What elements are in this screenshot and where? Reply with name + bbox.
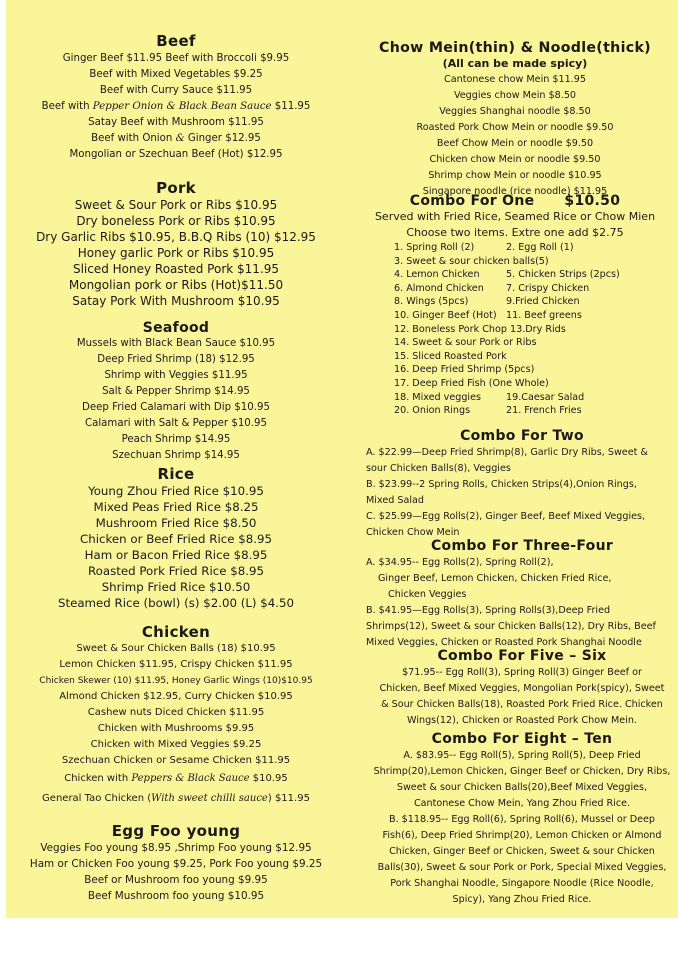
menu-item: Mongolian or Szechuan Beef (Hot) $12.95 [69,149,283,160]
combo-line: Chicken Veggies [388,589,467,600]
list-item: 4. Lemon Chicken 5. Chicken Strips (2pcs) [394,269,620,281]
egg-foo-young-heading: Egg Foo young [111,822,241,840]
combo-line: sour Chicken Balls(8), Veggies [366,463,511,474]
menu-item: Satay Pork With Mushroom $10.95 [72,294,280,308]
menu-item: Ham or Bacon Fried Rice $8.95 [84,548,268,562]
menu-item: Sliced Honey Roasted Pork $11.95 [72,262,280,276]
list-item: 17. Deep Fried Fish (One Whole) [394,377,549,389]
menu-item: Beef with Onion & Ginger $12.95 [91,133,261,144]
menu-item: Chicken with Peppers & Black Sauce $10.95 [64,773,288,784]
combo-line: Fish(6), Deep Fried Shrimp(20), Lemon Chicken or Almond [382,830,662,841]
menu-item: Veggies Foo young $8.95 ,Shrimp Foo young $12.95 [40,842,312,854]
menu-item: Roasted Pork Chow Mein or noodle $9.50 [416,122,614,133]
list-item: 15. Sliced Roasted Pork [394,350,507,362]
menu-item: Lemon Chicken $11.95, Crispy Chicken $11.95 [59,659,293,670]
list-item: 6. Almond Chicken 7. Crispy Chicken [394,282,590,294]
menu-item: Satay Beef with Mushroom $11.95 [88,117,264,128]
combo-two-section [366,428,678,541]
menu-item: Shrimp chow Mein or noodle $10.95 [428,170,602,181]
menu-item: Deep Fried Calamari with Dip $10.95 [82,402,270,413]
rice-section [6,465,346,611]
menu-item: Almond Chicken $12.95, Curry Chicken $10.95 [59,691,293,702]
menu-item: Veggies Shanghai noodle $8.50 [439,106,591,117]
egg-foo-young-section [6,822,346,904]
combo-line: Chicken Chow Mein [366,527,460,538]
combo-line: A. $22.99—Deep Fried Shrimp(8), Garlic Dry Ribs, Sweet & [366,447,648,458]
menu-item: Young Zhou Fried Rice $10.95 [88,484,264,498]
menu-item: Shrimp Fried Rice $10.50 [101,580,251,594]
combo-line: Wings(12), Chicken or Roasted Pork Chow Mein. [407,715,637,726]
menu-item: Beef Chow Mein or noodle $9.50 [436,138,594,149]
combo-line: & Sour Chicken Balls(18), Roasted Pork Fried Rice. Chicken [381,699,663,710]
combo-line: Chicken, Beef Mixed Veggies, Mongolian Pork(spicy), Sweet [379,683,665,694]
chow-mein-heading: Chow Mein(thin) & Noodle(thick) [379,40,651,56]
menu-item: Salt & Pepper Shrimp $14.95 [102,386,250,397]
list-item: 12. Boneless Pork Chop 13.Dry Rids [394,323,566,335]
combo-line: Spicy), Yang Zhou Fried Rice. [452,894,592,905]
menu-item: Chicken or Beef Fried Rice $8.95 [80,532,272,546]
list-item: 1. Spring Roll (2) 2. Egg Roll (1) [394,242,574,253]
menu-item: Mixed Peas Fried Rice $8.25 [93,500,259,514]
combo-line: Mixed Salad [366,495,424,506]
list-item: 3. Sweet & sour chicken balls(5) [394,255,549,267]
combo-line: Shrimps(12), Sweet & sour Chicken Balls(12), Dry Ribs, Beef [366,621,656,632]
menu-item: Chicken with Mixed Veggies $9.25 [90,739,262,750]
menu-item: Calamari with Salt & Pepper $10.95 [85,418,267,429]
menu-item: Mushroom Fried Rice $8.50 [95,516,257,530]
list-item: 16. Deep Fried Shrimp (5pcs) [394,364,535,376]
menu-item: Beef with Curry Sauce $11.95 [99,85,253,96]
menu-item: Cantonese chow Mein $11.95 [444,74,586,85]
combo-one-note: Served with Fried Rice, Seamed Rice or Chow Mien [374,210,656,223]
menu-item: Ham or Chicken Foo young $9.25, Pork Foo young $9.25 [29,858,323,870]
menu-item: Steamed Rice (bowl) (s) $2.00 (L) $4.50 [57,596,295,610]
menu-item: Chicken chow Mein or noodle $9.50 [429,154,601,165]
menu-item: Dry boneless Pork or Ribs $10.95 [76,214,276,228]
chicken-heading: Chicken [141,623,211,641]
menu-item: Sweet & Sour Chicken Balls (18) $10.95 [76,643,276,654]
pork-section [6,179,346,309]
combo-line: Sweet & sour Chicken Balls(20),Beef Mixed Veggies, [396,782,648,793]
combo-two-heading: Combo For Two [460,428,584,444]
combo-line: Pork Shanghai Noodle, Singapore Noodle (Rice Noodle, [390,878,654,889]
combo-one-note: Choose two items. Extre one add $2.75 [406,226,624,239]
menu-item: Dry Garlic Ribs $10.95, B.B.Q Ribs (10) $12.95 [36,230,316,244]
list-item: 14. Sweet & sour Pork or Ribs [394,337,537,349]
menu-item: General Tao Chicken (With sweet chilli sauce) $11.95 [42,793,310,804]
combo-line: Balls(30), Sweet & sour Pork or Pork, Special Mixed Veggies, [377,862,667,873]
menu-item: Chicken with Mushrooms $9.95 [97,723,255,734]
menu-item: Honey garlic Pork or Ribs $10.95 [77,246,275,260]
combo-line: Cantonese Chow Mein, Yang Zhou Fried Rice. [413,798,631,809]
combo-one-price: $10.50 [564,193,621,209]
pork-heading: Pork [156,179,196,197]
list-item: 20. Onion Rings 21. French Fries [394,405,582,417]
menu-page [6,0,678,918]
combo-line: A. $34.95-- Egg Rolls(2), Spring Roll(2), [366,557,554,568]
combo-one-heading: Combo For One $10.50 [409,193,621,209]
menu-item: Roasted Pork Fried Rice $8.95 [87,564,264,578]
combo-eight-ten-heading: Combo For Eight – Ten [431,731,613,747]
chicken-section [6,623,346,810]
menu-item: Chicken Skewer (10) $11.95, Honey Garlic Wings (10)$10.95 [39,676,313,686]
beef-heading: Beef [156,32,196,50]
combo-line: Shrimp(20),Lemon Chicken, Ginger Beef or Chicken, Dry Ribs, [373,766,671,777]
menu-item: Sweet & Sour Pork or Ribs $10.95 [74,198,278,212]
combo-line: B. $41.95—Egg Rolls(3), Spring Rolls(3),Deep Fried [366,605,611,616]
combo-eight-ten-section [366,731,678,908]
chow-mein-section [352,40,678,200]
combo-three-four-heading: Combo For Three-Four [430,538,614,554]
combo-line: A. $83.95-- Egg Roll(5), Spring Roll(5), Deep Fried [403,750,641,761]
menu-item: Cashew nuts Diced Chicken $11.95 [87,707,265,718]
combo-line: Mixed Veggies, Chicken or Roasted Pork Shanghai Noodle [366,637,642,648]
combo-line: B. $23.99--2 Spring Rolls, Chicken Strips(4),Onion Rings, [366,479,637,490]
menu-item: Beef or Mushroom foo young $9.95 [84,874,268,886]
menu-item: Ginger Beef $11.95 Beef with Broccoli $9.95 [62,53,290,64]
seafood-heading: Seafood [142,320,210,336]
menu-item: Szechuan Chicken or Sesame Chicken $11.95 [61,755,291,766]
menu-item: Beef with Mixed Vegetables $9.25 [89,69,263,80]
combo-one-options [352,241,678,418]
list-item: 10. Ginger Beef (Hot) 11. Beef greens [394,309,582,321]
menu-item: Beef Mushroom foo young $10.95 [87,890,265,902]
combo-one-section [352,193,678,418]
combo-line: C. $25.99—Egg Rolls(2), Ginger Beef, Beef Mixed Veggies, [366,511,646,522]
menu-item: Mongolian pork or Ribs (Hot)$11.50 [68,278,284,292]
menu-item: Shrimp with Veggies $11.95 [104,370,248,381]
menu-item: Szechuan Shrimp $14.95 [112,450,240,461]
menu-item: Mussels with Black Bean Sauce $10.95 [76,338,276,349]
list-item: 18. Mixed veggies 19.Caesar Salad [394,391,585,403]
rice-heading: Rice [157,465,195,483]
combo-five-six-section [366,648,678,729]
list-item: 8. Wings (5pcs) 9.Fried Chicken [394,296,580,308]
menu-item: Peach Shrimp $14.95 [121,434,231,445]
seafood-section [6,320,346,464]
combo-line: B. $118.95-- Egg Roll(6), Spring Roll(6), Mussel or Deep [389,814,655,825]
combo-five-six-heading: Combo For Five – Six [437,648,607,664]
combo-line: $71.95-- Egg Roll(3), Spring Roll(3) Ginger Beef or [402,667,642,678]
beef-section [6,32,346,163]
menu-item: Veggies chow Mein $8.50 [453,90,577,101]
chow-mein-subtitle: (All can be made spicy) [442,57,588,70]
menu-item: Deep Fried Shrimp (18) $12.95 [97,354,255,365]
combo-line: Chicken, Ginger Beef or Chicken, Sweet & sour Chicken [389,846,655,857]
menu-item: Beef with Pepper Onion & Black Bean Sauce $11.95 [41,101,311,112]
combo-three-four-section [366,538,678,651]
combo-line: Ginger Beef, Lemon Chicken, Chicken Fried Rice, [378,573,612,584]
menu-item: Singapore noodle (rice noodle) $11.95 [422,186,608,197]
